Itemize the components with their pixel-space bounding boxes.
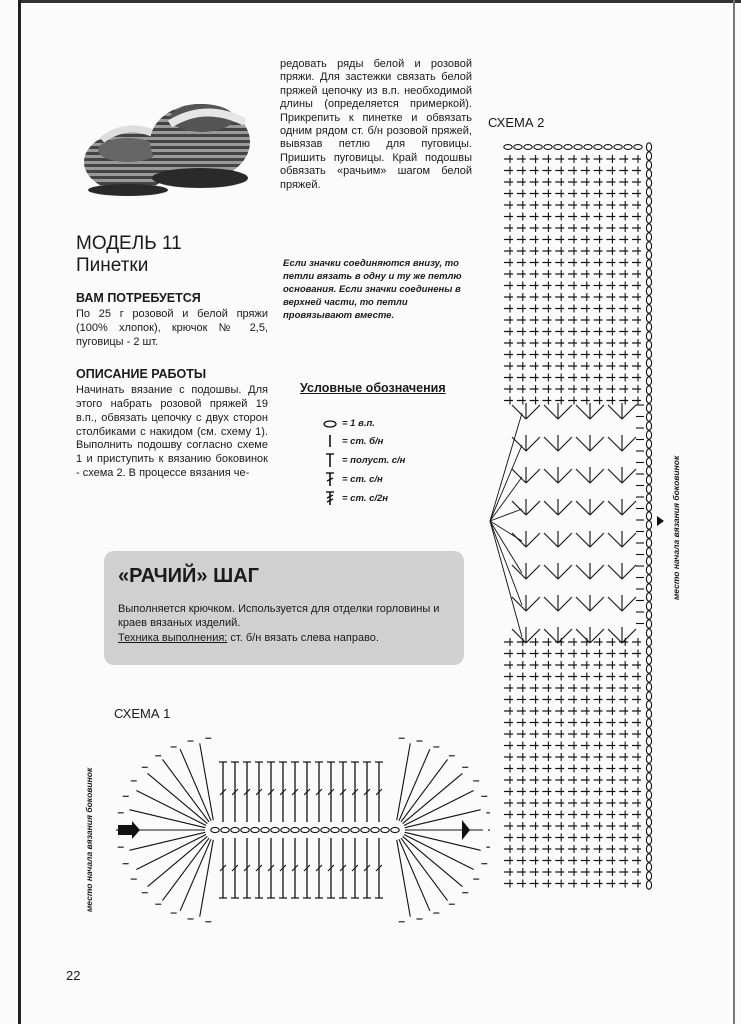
chain-stitch-mark xyxy=(646,674,651,682)
description-heading: ОПИСАНИЕ РАБОТЫ xyxy=(76,367,207,381)
chain-stitch-mark xyxy=(291,827,299,832)
double-crochet-mark xyxy=(401,759,448,822)
double-crochet-mark xyxy=(397,743,411,820)
chain-stitch-mark xyxy=(646,386,651,394)
fan-guide-line xyxy=(490,413,522,521)
fan-stitch-mark xyxy=(608,501,622,515)
fan-stitch-mark xyxy=(608,469,622,483)
chain-stitch-mark xyxy=(646,818,651,826)
fan-stitch-mark xyxy=(558,405,572,419)
chain-stitch-mark xyxy=(646,584,651,592)
chain-stitch-mark xyxy=(251,827,259,832)
double-crochet-mark xyxy=(162,759,209,822)
chain-stitch-mark xyxy=(646,647,651,655)
fan-stitch-mark xyxy=(622,533,636,547)
chain-stitch-mark xyxy=(646,242,651,250)
chain-stitch-mark xyxy=(646,602,651,610)
double-crochet-mark xyxy=(397,840,411,917)
chain-stitch-mark xyxy=(646,269,651,277)
fan-stitch-mark xyxy=(576,469,590,483)
chain-stitch-mark xyxy=(646,188,651,196)
chain-stitch-mark xyxy=(211,827,219,832)
chain-stitch-mark xyxy=(646,152,651,160)
chain-stitch-mark xyxy=(646,449,651,457)
schema1-label: СХЕМА 1 xyxy=(114,706,171,721)
booties-photo xyxy=(80,80,255,200)
materials-heading: ВАМ ПОТРЕБУЕТСЯ xyxy=(76,291,201,305)
fan-stitch-mark xyxy=(608,597,622,611)
chain-stitch-mark xyxy=(646,206,651,214)
chain-stitch-mark xyxy=(646,800,651,808)
double-crochet-mark xyxy=(162,838,209,901)
fan-stitch-mark xyxy=(590,437,604,451)
chain-stitch-mark xyxy=(646,548,651,556)
chain-stitch-mark xyxy=(646,332,651,340)
chain-stitch-mark xyxy=(646,737,651,745)
chain-stitch-mark xyxy=(646,278,651,286)
legend-label: = 1 в.п. xyxy=(342,418,375,429)
instructions-continuation: редовать ряды белой и розовой пряжи. Для застежки связать белой пряжей цепочку из в.п. необходимой длины (определяется примеркой). Прикрепить к пинетке и обвязать одним рядом ст. б/н розовой пряжей, вывязав петлю для пуговицы. Пришить пуговицы. Край подошвы обвязать «рачьим» шагом белой пряжей. xyxy=(280,58,472,191)
chain-stitch-mark xyxy=(646,458,651,466)
chain-stitch-mark xyxy=(646,494,651,502)
chain-stitch-mark xyxy=(646,791,651,799)
chain-stitch-icon xyxy=(322,419,338,429)
fan-stitch-mark xyxy=(622,405,636,419)
chain-stitch-mark xyxy=(646,881,651,889)
chain-stitch-mark xyxy=(646,719,651,727)
double-crochet-mark xyxy=(399,839,430,911)
fan-stitch-mark xyxy=(544,597,558,611)
fan-stitch-mark xyxy=(512,501,526,515)
chain-stitch-mark xyxy=(646,296,651,304)
fan-stitch-mark xyxy=(558,629,572,643)
double-crochet-mark xyxy=(404,834,474,869)
chain-stitch-mark xyxy=(646,215,651,223)
double-crochet-mark xyxy=(401,838,448,901)
chain-stitch-mark xyxy=(646,521,651,529)
chain-stitch-mark xyxy=(514,145,522,150)
fan-stitch-mark xyxy=(544,533,558,547)
fan-stitch-mark xyxy=(544,469,558,483)
chain-stitch-mark xyxy=(646,701,651,709)
fan-stitch-mark xyxy=(608,629,622,643)
chain-stitch-mark xyxy=(504,145,512,150)
chain-stitch-mark xyxy=(544,145,552,150)
fan-stitch-mark xyxy=(590,405,604,419)
chain-stitch-mark xyxy=(646,359,651,367)
double-crochet-mark xyxy=(404,791,474,826)
double-crochet-mark xyxy=(200,840,214,917)
fan-stitch-mark xyxy=(576,565,590,579)
chain-stitch-mark xyxy=(646,323,651,331)
fan-stitch-mark xyxy=(526,501,540,515)
double-crochet-mark xyxy=(136,791,206,826)
chain-stitch-mark xyxy=(646,827,651,835)
chain-stitch-mark xyxy=(634,145,642,150)
double-crochet-mark xyxy=(180,749,211,821)
chain-stitch-mark xyxy=(646,485,651,493)
page-right-edge xyxy=(733,0,735,1024)
fan-stitch-mark xyxy=(590,597,604,611)
chain-stitch-mark xyxy=(594,145,602,150)
fan-stitch-mark xyxy=(608,565,622,579)
chain-stitch-mark xyxy=(646,503,651,511)
chain-stitch-mark xyxy=(646,161,651,169)
chain-stitch-mark xyxy=(624,145,632,150)
legend-label: = ст. с/н xyxy=(342,473,383,485)
legend-label: = полуст. с/н xyxy=(342,454,406,466)
chain-stitch-mark xyxy=(281,827,289,832)
fan-stitch-mark xyxy=(558,533,572,547)
chain-stitch-mark xyxy=(646,638,651,646)
chain-stitch-mark xyxy=(646,836,651,844)
chain-stitch-mark xyxy=(391,827,399,832)
fan-stitch-mark xyxy=(622,597,636,611)
fan-stitch-mark xyxy=(590,629,604,643)
chain-stitch-mark xyxy=(646,764,651,772)
fan-stitch-mark xyxy=(544,405,558,419)
chain-stitch-mark xyxy=(646,620,651,628)
crab-stitch-description: Выполняется крючком. Используется для отделки горловины и краев вязаных изделий. xyxy=(118,603,440,630)
fan-guide-line xyxy=(490,521,522,605)
fan-stitch-mark xyxy=(576,597,590,611)
fan-stitch-mark xyxy=(622,629,636,643)
page-left-edge xyxy=(18,0,21,1024)
technique-text: ст. б/н вязать слева направо. xyxy=(227,631,379,644)
double-crochet-mark xyxy=(180,839,211,911)
chain-stitch-mark xyxy=(646,872,651,880)
crab-stitch-text xyxy=(118,602,458,645)
chain-stitch-mark xyxy=(646,377,651,385)
chain-stitch-mark xyxy=(646,224,651,232)
fan-stitch-mark xyxy=(544,437,558,451)
chain-stitch-mark xyxy=(646,476,651,484)
chain-stitch-mark xyxy=(646,539,651,547)
legend-heading: Условные обозначения xyxy=(300,381,446,395)
chain-stitch-mark xyxy=(381,827,389,832)
chain-stitch-mark xyxy=(646,629,651,637)
fan-stitch-mark xyxy=(558,469,572,483)
legend-item-chain xyxy=(322,418,375,429)
chain-stitch-mark xyxy=(646,773,651,781)
chain-stitch-mark xyxy=(646,557,651,565)
chain-stitch-mark xyxy=(534,145,542,150)
fan-stitch-mark xyxy=(590,565,604,579)
chain-stitch-mark xyxy=(301,827,309,832)
symbol-joining-note: Если значки соединяются внизу, то петли вязать в одну и ту же петлю основания. Если значки соединены в верхней части, то петли провязывают вместе. xyxy=(283,258,462,322)
model-name: Пинетки xyxy=(76,254,149,276)
double-crochet-mark xyxy=(200,743,214,820)
fan-stitch-mark xyxy=(590,469,604,483)
fan-stitch-mark xyxy=(576,533,590,547)
chain-stitch-mark xyxy=(646,512,651,520)
chain-stitch-mark xyxy=(646,692,651,700)
fan-guide-line xyxy=(490,521,522,573)
chain-stitch-mark xyxy=(646,728,651,736)
fan-stitch-mark xyxy=(544,501,558,515)
fan-stitch-mark xyxy=(544,565,558,579)
chain-stitch-mark xyxy=(574,145,582,150)
fan-stitch-mark xyxy=(558,501,572,515)
fan-stitch-mark xyxy=(526,597,540,611)
chain-stitch-mark xyxy=(646,467,651,475)
materials-text: По 25 г розовой и белой пряжи (100% хлопок), крючок № 2,5, пуговицы - 2 шт. xyxy=(76,308,268,348)
chain-stitch-mark xyxy=(646,404,651,412)
fan-stitch-mark xyxy=(512,437,526,451)
chain-stitch-mark xyxy=(646,665,651,673)
schema1-diagram xyxy=(110,725,490,935)
fan-stitch-mark xyxy=(622,565,636,579)
schema2-side-label: место начала вязания боковинок xyxy=(671,455,681,600)
treble-crochet-icon xyxy=(322,490,338,506)
single-crochet-icon xyxy=(322,434,338,448)
chain-stitch-mark xyxy=(646,683,651,691)
chain-stitch-mark xyxy=(646,260,651,268)
chain-stitch-mark xyxy=(646,611,651,619)
fan-stitch-mark xyxy=(512,405,526,419)
chain-stitch-mark xyxy=(646,179,651,187)
chain-stitch-mark xyxy=(646,593,651,601)
fan-stitch-mark xyxy=(512,533,526,547)
chain-stitch-mark xyxy=(604,145,612,150)
legend-item-treble-crochet xyxy=(322,490,388,506)
fan-stitch-mark xyxy=(512,565,526,579)
page-number: 22 xyxy=(66,968,81,983)
fan-stitch-mark xyxy=(590,501,604,515)
chain-stitch-mark xyxy=(614,145,622,150)
chain-stitch-mark xyxy=(646,575,651,583)
chain-stitch-mark xyxy=(271,827,279,832)
fan-stitch-mark xyxy=(526,629,540,643)
fan-stitch-mark xyxy=(558,597,572,611)
legend-item-single-crochet xyxy=(322,434,383,448)
chain-stitch-mark xyxy=(646,314,651,322)
chain-stitch-mark xyxy=(646,287,651,295)
fan-stitch-mark xyxy=(622,437,636,451)
chain-stitch-mark xyxy=(646,710,651,718)
legend-item-double-crochet xyxy=(322,471,383,487)
chain-stitch-mark xyxy=(351,827,359,832)
chain-stitch-mark xyxy=(231,827,239,832)
fan-stitch-mark xyxy=(608,405,622,419)
chain-stitch-mark xyxy=(646,845,651,853)
page-top-edge xyxy=(18,0,741,3)
model-title xyxy=(76,233,182,277)
chain-stitch-mark xyxy=(221,827,229,832)
chain-stitch-mark xyxy=(646,566,651,574)
schema1-side-label: место начала вязания боковинок xyxy=(84,767,94,912)
fan-stitch-mark xyxy=(576,437,590,451)
crab-stitch-title: «РАЧИЙ» ШАГ xyxy=(118,565,259,587)
start-arrow xyxy=(657,516,664,526)
fan-stitch-mark xyxy=(558,565,572,579)
chain-stitch-mark xyxy=(646,395,651,403)
double-crochet-mark xyxy=(136,834,206,869)
legend-label: = ст. б/н xyxy=(342,435,384,447)
chain-stitch-mark xyxy=(564,145,572,150)
chain-stitch-mark xyxy=(646,350,651,358)
fan-stitch-mark xyxy=(512,629,526,643)
chain-stitch-mark xyxy=(524,145,532,150)
chain-stitch-mark xyxy=(646,656,651,664)
fan-stitch-mark xyxy=(526,437,540,451)
fan-stitch-mark xyxy=(622,469,636,483)
chain-stitch-mark xyxy=(646,413,651,421)
chain-stitch-mark xyxy=(584,145,592,150)
chain-stitch-mark xyxy=(311,827,319,832)
chain-stitch-mark xyxy=(646,530,651,538)
half-double-crochet-icon xyxy=(322,452,338,468)
fan-stitch-mark xyxy=(544,629,558,643)
chain-stitch-mark xyxy=(646,746,651,754)
fan-stitch-mark xyxy=(608,437,622,451)
fan-stitch-mark xyxy=(622,501,636,515)
start-arrow xyxy=(118,821,140,839)
chain-stitch-mark xyxy=(646,809,651,817)
chain-stitch-mark xyxy=(646,251,651,259)
end-arrow xyxy=(462,820,470,840)
chain-stitch-mark xyxy=(646,305,651,313)
technique-label: Техника выполнения: xyxy=(118,631,228,644)
fan-stitch-mark xyxy=(576,405,590,419)
fan-stitch-mark xyxy=(526,469,540,483)
chain-stitch-mark xyxy=(646,863,651,871)
fan-stitch-mark xyxy=(608,533,622,547)
fan-stitch-mark xyxy=(558,437,572,451)
chain-stitch-mark xyxy=(646,368,651,376)
chain-stitch-mark xyxy=(646,440,651,448)
double-crochet-icon xyxy=(322,471,338,487)
chain-stitch-mark xyxy=(646,341,651,349)
fan-stitch-mark xyxy=(526,533,540,547)
schema2-label: СХЕМА 2 xyxy=(488,115,545,130)
schema2-diagram xyxy=(486,135,686,895)
chain-stitch-mark xyxy=(646,143,651,151)
fan-stitch-mark xyxy=(576,501,590,515)
double-crochet-mark xyxy=(399,749,430,821)
chain-stitch-mark xyxy=(646,233,651,241)
chain-stitch-mark xyxy=(646,170,651,178)
chain-stitch-mark xyxy=(361,827,369,832)
description-text: Начинать вязание с подошвы. Для этого набрать розовой пряжей 19 в.п., обвязать цепочку с двух сторон столбиками с накидом (см. схему 1). Выполнить подошву согласно схеме 1 и приступить к вязанию боковинок - схема 2. В процессе вязания че- xyxy=(76,384,268,480)
chain-stitch-mark xyxy=(646,422,651,430)
chain-stitch-mark xyxy=(321,827,329,832)
chain-stitch-mark xyxy=(646,197,651,205)
legend-item-half-double xyxy=(322,452,405,468)
fan-stitch-mark xyxy=(526,565,540,579)
model-number: МОДЕЛЬ 11 xyxy=(76,233,182,254)
chain-stitch-mark xyxy=(341,827,349,832)
fan-stitch-mark xyxy=(590,533,604,547)
chain-stitch-mark xyxy=(261,827,269,832)
fan-stitch-mark xyxy=(526,405,540,419)
chain-stitch-mark xyxy=(646,431,651,439)
chain-stitch-mark xyxy=(371,827,379,832)
chain-stitch-mark xyxy=(646,755,651,763)
legend-label: = ст. с/2н xyxy=(342,492,389,504)
fan-stitch-mark xyxy=(576,629,590,643)
chain-stitch-mark xyxy=(646,854,651,862)
chain-stitch-mark xyxy=(554,145,562,150)
chain-stitch-mark xyxy=(646,782,651,790)
chain-stitch-mark xyxy=(241,827,249,832)
chain-stitch-mark xyxy=(331,827,339,832)
